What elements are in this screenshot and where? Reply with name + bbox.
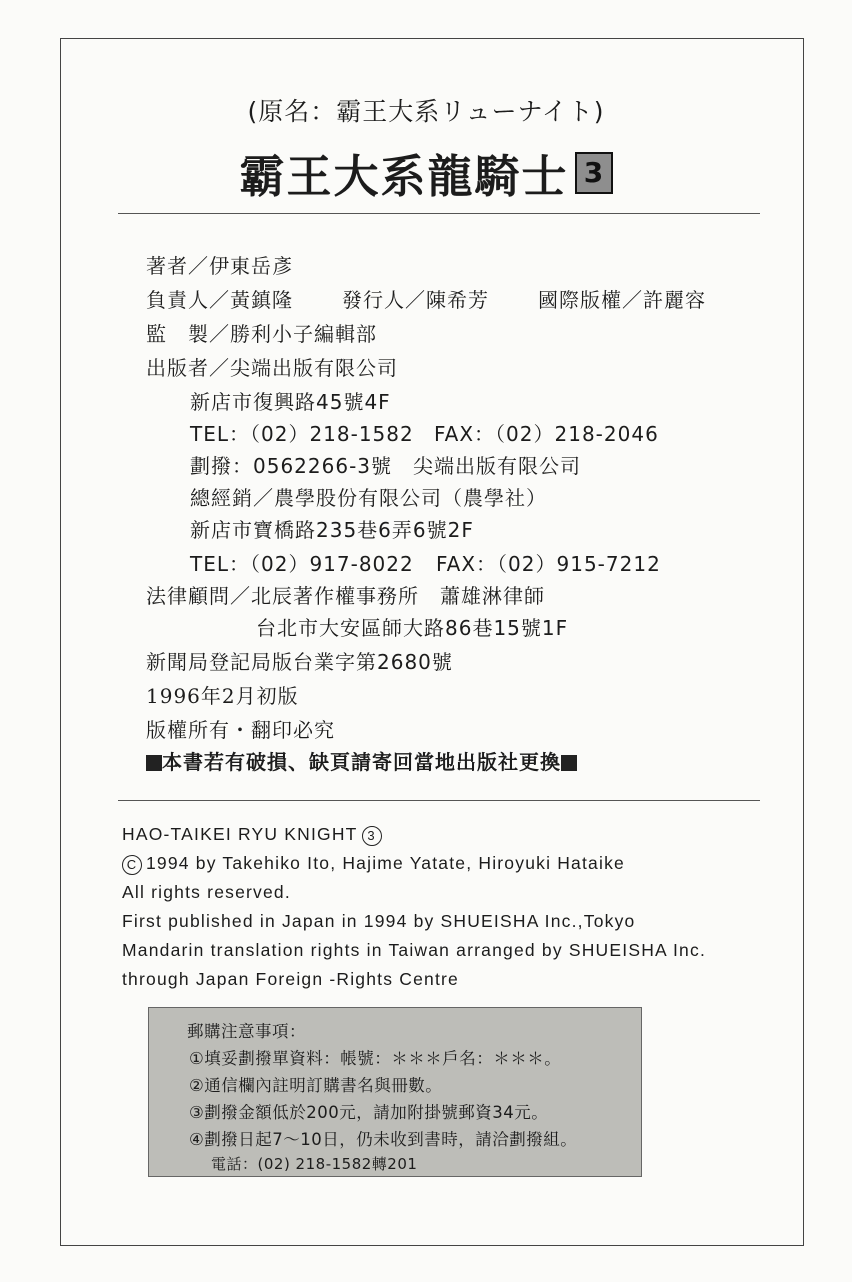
mandarin-line: Mandarin translation rights in Taiwan arranged by SHUEISHA Inc. bbox=[122, 940, 707, 960]
volume-circle: 3 bbox=[362, 826, 382, 846]
responsible-line: 負責人／黃鎮隆 bbox=[146, 288, 293, 312]
edition-line: 1996年2月初版 bbox=[146, 684, 299, 708]
publisher-person-line: 發行人／陳希芳 bbox=[342, 288, 489, 312]
square-bullet-icon bbox=[146, 755, 162, 771]
author-line: 著者／伊東岳彥 bbox=[146, 254, 293, 278]
book-title: 霸王大系龍騎士 bbox=[239, 150, 569, 203]
published-line: First published in Japan in 1994 by SHUEISHA Inc.,Tokyo bbox=[122, 911, 636, 931]
legal-line: 法律顧問／北辰著作權事務所 蕭雄淋律師 bbox=[146, 584, 545, 608]
legal-address: 台北市大安區師大路86巷15號1F bbox=[256, 616, 569, 640]
supervision-line: 監 製／勝利小子編輯部 bbox=[146, 322, 377, 346]
publisher-tel: TEL：（02）218-1582 bbox=[190, 422, 414, 446]
registration-line: 新聞局登記局版台業字第2680號 bbox=[146, 650, 453, 674]
mail-order-notice bbox=[148, 1007, 642, 1177]
through-line: through Japan Foreign -Rights Centre bbox=[122, 969, 459, 989]
english-title: HAO-TAIKEI RYU KNIGHT bbox=[122, 824, 358, 844]
rights-line: 版權所有・翻印必究 bbox=[146, 718, 335, 742]
postal-transfer: 劃撥：0562266-3號 尖端出版有限公司 bbox=[190, 454, 582, 478]
copyright-icon: C bbox=[122, 855, 142, 875]
original-title: (原名：霸王大系リューナイト) bbox=[247, 97, 605, 126]
square-bullet-icon bbox=[561, 755, 577, 771]
publisher-address: 新店市復興路45號4F bbox=[190, 390, 391, 414]
distributor-fax: FAX：（02）915-7212 bbox=[436, 552, 661, 576]
notice-item: ①填妥劃撥單資料：帳號：＊＊＊戶名：＊＊＊。 bbox=[189, 1049, 562, 1068]
copyright-line bbox=[122, 853, 625, 875]
notice-item: ④劃撥日起7～10日，仍未收到書時，請洽劃撥組。 bbox=[189, 1130, 578, 1149]
title-row bbox=[0, 140, 852, 205]
divider-middle bbox=[118, 800, 760, 801]
notice-item: ③劃撥金額低於200元，請加附掛號郵資34元。 bbox=[189, 1103, 549, 1122]
reserved-line: All rights reserved. bbox=[122, 882, 291, 902]
intl-rights-line: 國際版權／許麗容 bbox=[538, 288, 706, 312]
english-title-line bbox=[122, 824, 382, 846]
distributor-address: 新店市寶橋路235巷6弄6號2F bbox=[190, 518, 474, 542]
notice-item: ②通信欄內註明訂購書名與冊數。 bbox=[189, 1076, 443, 1095]
copyright-text: 1994 by Takehiko Ito, Hajime Yatate, Hiroyuki Hataike bbox=[146, 853, 625, 873]
divider-top bbox=[118, 213, 760, 214]
notice-heading: 郵購注意事項： bbox=[187, 1022, 306, 1041]
publisher-line: 出版者／尖端出版有限公司 bbox=[146, 356, 398, 380]
return-notice-text: 本書若有破損、缺頁請寄回當地出版社更換 bbox=[162, 750, 561, 774]
return-notice bbox=[146, 746, 577, 775]
distributor-line: 總經銷／農學股份有限公司（農學社） bbox=[190, 486, 547, 510]
volume-badge: 3 bbox=[575, 152, 613, 194]
notice-phone: 電話：(02) 218-1582轉201 bbox=[211, 1155, 418, 1173]
publisher-fax: FAX：（02）218-2046 bbox=[434, 422, 659, 446]
distributor-tel: TEL：（02）917-8022 bbox=[190, 552, 414, 576]
